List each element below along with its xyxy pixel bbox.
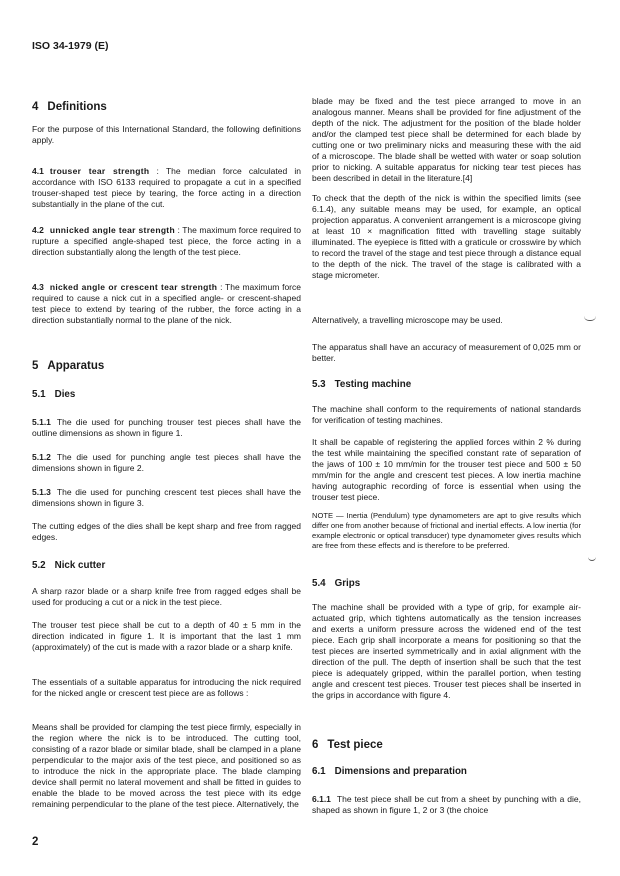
paragraph-grips: The machine shall be provided with a type of grip, for example air-actuated grip, which tightens automatically as the tension increases and exerts a uniform pressure across the widened end of the test piece. Each grip shall incorporate a means for positioning so that the test pieces are inserted symmetrically and in axial alignment with the direction of the pull. The depth of insertion shall be such that the test piece is adequately gripped, within the parallel portion, when testing angle and crescent test pieces. Trouser test pieces shall be inserted in the grips in accordance with figure 4. <box>312 602 581 700</box>
paragraph-machine-2: It shall be capable of registering the applied forces within 2 % during the test while maintaining the specified constant rate of separation of the jaws of 100 ± 10 mm/min for the trouser test piece and 500 ± 50 mm/min for the angle and crescent test pieces. A low inertia machine having autographic recording of force is essential when using the trouser test piece. <box>312 437 581 502</box>
paragraph-nick-8: The apparatus shall have an accuracy of measurement of 0,025 mm or better. <box>312 342 581 363</box>
paragraph-nick-1: A sharp razor blade or a sharp knife free from ragged edges shall be used for producing a cut or a nick in the test piece. <box>32 586 301 607</box>
section-5-heading: 5 Apparatus <box>32 360 105 372</box>
paragraph-nick-5: blade may be fixed and the test piece arranged to move in an analogous manner. Means shall be provided for fine adjustment of the depth of the nick. The adjustment for the position of the blade holder and/or the clamped test piece shall be determined for each blade by cutting one or two preliminary nicks and measuring these with the aid of a microscope. The blade shall be wetted with water or soap solution prior to nicking. A suitable apparatus for nicking tear test pieces has been described in detail in the literature.[4] <box>312 96 581 183</box>
definition-4-3: 4.3 nicked angle or crescent tear strength : The maximum force required to cause a nick cut in a specified angle- or crescent-shaped test piece to extend by tearing of the rubber, the force acting in a direction substantially normal to the plane of the nick. <box>32 282 301 325</box>
paragraph-nick-2: The trouser test piece shall be cut to a depth of 40 ± 5 mm in the direction indicated in figure 1. It is important that the last 1 mm (approximately) of the cut is made with a razor blade or a sharp knife. <box>32 620 301 652</box>
section-6-heading: 6 Test piece <box>312 739 383 751</box>
paragraph-machine-1: The machine shall conform to the requirements of national standards for verification of testing machines. <box>312 404 581 425</box>
paragraph-5-1-1: 5.1.1 The die used for punching trouser test pieces shall have the outline dimensions as shown in figure 1. <box>32 417 301 438</box>
section-5-4-heading: 5.4 Grips <box>312 578 361 589</box>
paragraph-5-1-2: 5.1.2 The die used for punching angle test pieces shall have the dimensions shown in figure 2. <box>32 452 301 473</box>
section-5-3-heading: 5.3 Testing machine <box>312 379 412 390</box>
note-machine: NOTE — Inertia (Pendulum) type dynamometers are apt to give results which differ one from another because of frictional and inertial effects. A low inertia (for example electronic or optical transducer) type dynamometer gives results which are free from these effects and is therefore to be preferred. <box>312 511 581 550</box>
section-6-1-heading: 6.1 Dimensions and preparation <box>312 766 467 777</box>
paragraph-5-1-3: 5.1.3 The die used for punching crescent test pieces shall have the dimensions shown in figure 3. <box>32 487 301 508</box>
paragraph-nick-6: To check that the depth of the nick is within the specified limits (see 6.1.4), any suitable means may be used, for example, an optical projection apparatus. A convenient arrangement is a microscope giving at least 10 × magnification fitted with travelling stage suitably illuminated. The eyepiece is fitted with a graticule or crosswire by which to record the travel of the stage and test piece through a distance equal to the depth of the nick. The travel of the stage is calibrated with a stage micrometer. <box>312 193 581 280</box>
paragraph-nick-3: The essentials of a suitable apparatus for introducing the nick required for the nicked angle or crescent test piece are as follows : <box>32 677 301 698</box>
definition-4-2: 4.2 unnicked angle tear strength : The maximum force required to rupture a specified angle-shaped test piece, the force acting in a direction substantially along the length of the test piece. <box>32 225 301 257</box>
section-4-heading: 4 Definitions <box>32 101 107 113</box>
margin-mark <box>584 316 596 321</box>
margin-mark <box>588 556 596 561</box>
paragraph-dies: The cutting edges of the dies shall be kept sharp and free from ragged edges. <box>32 521 301 542</box>
paragraph-nick-4: Means shall be provided for clamping the test piece firmly, especially in the region where the nick is to be introduced. The cutting tool, consisting of a razor blade or similar blade, shall be clamped in a plane perpendicular to the major axis of the test piece, and positioned so as to introduce the nick in the appropriate place. The blade clamping device shall permit no lateral movement and shall be fitted in guides to enable the blade to be moved across the test piece with its edge remaining perpendicular to the plane of the test piece. Alternatively, the <box>32 722 301 809</box>
paragraph-6-1-1: 6.1.1 The test piece shall be cut from a sheet by punching with a die, shaped as shown in figure 1, 2 or 3 (the choice <box>312 794 581 815</box>
section-4-intro: For the purpose of this International Standard, the following definitions apply. <box>32 124 301 145</box>
definition-4-1: 4.1 trouser tear strength : The median force calculated in accordance with ISO 6133 required to propagate a cut in a specified trouser-shaped test piece by tearing, the force acting in a direction substantially in the plane of the cut. <box>32 166 301 209</box>
page-number: 2 <box>32 836 39 848</box>
document-header: ISO 34-1979 (E) <box>32 40 109 52</box>
paragraph-nick-7: Alternatively, a travelling microscope may be used. <box>312 315 503 325</box>
section-5-2-heading: 5.2 Nick cutter <box>32 560 106 571</box>
section-5-1-heading: 5.1 Dies <box>32 389 76 400</box>
